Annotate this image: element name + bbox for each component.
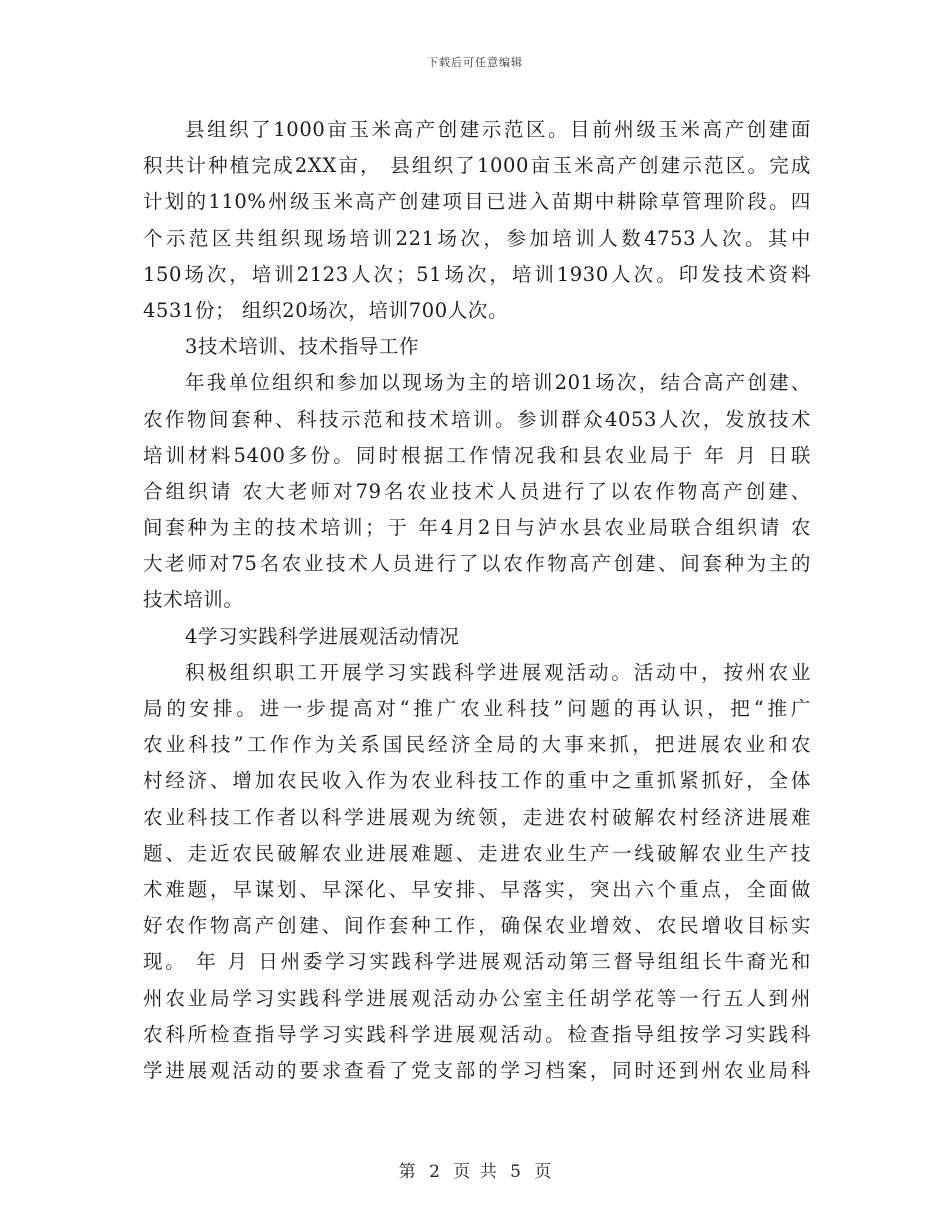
paragraph-line: 农业科技工作者以科学进展观为统领，走进农村破解农村经济进展难 xyxy=(143,805,811,829)
paragraph-line: 县组织了1000亩玉米高产创建示范区。目前州级玉米高产创建面 xyxy=(185,118,811,141)
paragraph-line: 现。 年 月 日州委学习实践科学进展观活动第三督导组组长牛裔光和 xyxy=(143,950,811,974)
paragraph-line: 农作物间套种、科技示范和技术培训。参训群众4053人次，发放技术 xyxy=(143,407,811,431)
section-heading: 4学习实践科学进展观活动情况 xyxy=(185,624,460,648)
paragraph-line: 150场次，培训2123人次；51场次，培训1930人次。印发技术资料 xyxy=(143,262,811,286)
paragraph-line: 合组织请 农大老师对79名农业技术人员进行了以农作物高产创建、 xyxy=(143,479,811,503)
paragraph-line: 年我单位组织和参加以现场为主的培训201场次，结合高产创建、 xyxy=(185,371,811,395)
paragraph-line: 技术培训。 xyxy=(143,588,244,612)
paragraph-line: 村经济、增加农民收入作为农业科技工作的重中之重抓紧抓好，全体 xyxy=(143,769,811,793)
paragraph-line: 间套种为主的技术培训；于 年4月2日与泸水县农业局联合组织请 农 xyxy=(143,516,811,540)
footer-prefix: 第 xyxy=(398,1162,416,1182)
paragraph-line: 培训材料5400多份。同时根据工作情况我和县农业局于 年 月 日联 xyxy=(143,443,811,467)
paragraph-line: 术难题，早谋划、早深化、早安排、早落实，突出六个重点，全面做 xyxy=(143,877,811,901)
paragraph-line: 州农业局学习实践科学进展观活动办公室主任胡学花等一行五人到州 xyxy=(143,986,811,1010)
paragraph-line: 题、走近农民破解农业进展难题、走进农业生产一线破解农业生产技 xyxy=(143,841,811,865)
paragraph-line: 农科所检查指导学习实践科学进展观活动。检查指导组按学习实践科 xyxy=(143,1022,811,1046)
paragraph-line: 计划的110%州级玉米高产创建项目已进入苗期中耕除草管理阶段。四 xyxy=(143,190,811,214)
section-heading: 3技术培训、技术指导工作 xyxy=(185,335,420,359)
header-text: 下载后可任意编辑 xyxy=(427,56,523,69)
paragraph-line: 好农作物高产创建、间作套种工作，确保农业增效、农民增收目标实 xyxy=(143,914,811,938)
paragraph-line: 积极组织职工开展学习实践科学进展观活动。活动中，按州农业 xyxy=(185,660,811,684)
paragraph-line: 大老师对75名农业技术人员进行了以农作物高产创建、间套种为主的 xyxy=(143,552,811,576)
paragraph-line: 个示范区共组织现场培训221场次，参加培训人数4753人次。其中 xyxy=(143,226,811,250)
page-header xyxy=(0,54,950,70)
page-footer xyxy=(0,1157,950,1182)
document-body xyxy=(143,112,811,1089)
footer-total-pages: 5 xyxy=(510,1162,521,1182)
paragraph-line: 农业科技”工作作为关系国民经济全局的大事来抓，把进展农业和农 xyxy=(143,733,811,757)
footer-middle: 页 共 xyxy=(453,1162,497,1182)
footer-page-number: 2 xyxy=(429,1162,440,1182)
footer-suffix: 页 xyxy=(534,1162,552,1182)
paragraph-line: 积共计种植完成2XX亩， 县组织了1000亩玉米高产创建示范区。完成 xyxy=(143,154,811,178)
paragraph-line: 4531份； 组织20场次，培训700人次。 xyxy=(143,298,509,322)
paragraph-line: 局的安排。进一步提高对“推广农业科技”问题的再认识，把“推广 xyxy=(143,697,811,720)
paragraph-line: 学进展观活动的要求查看了党支部的学习档案，同时还到州农业局科 xyxy=(143,1058,811,1082)
